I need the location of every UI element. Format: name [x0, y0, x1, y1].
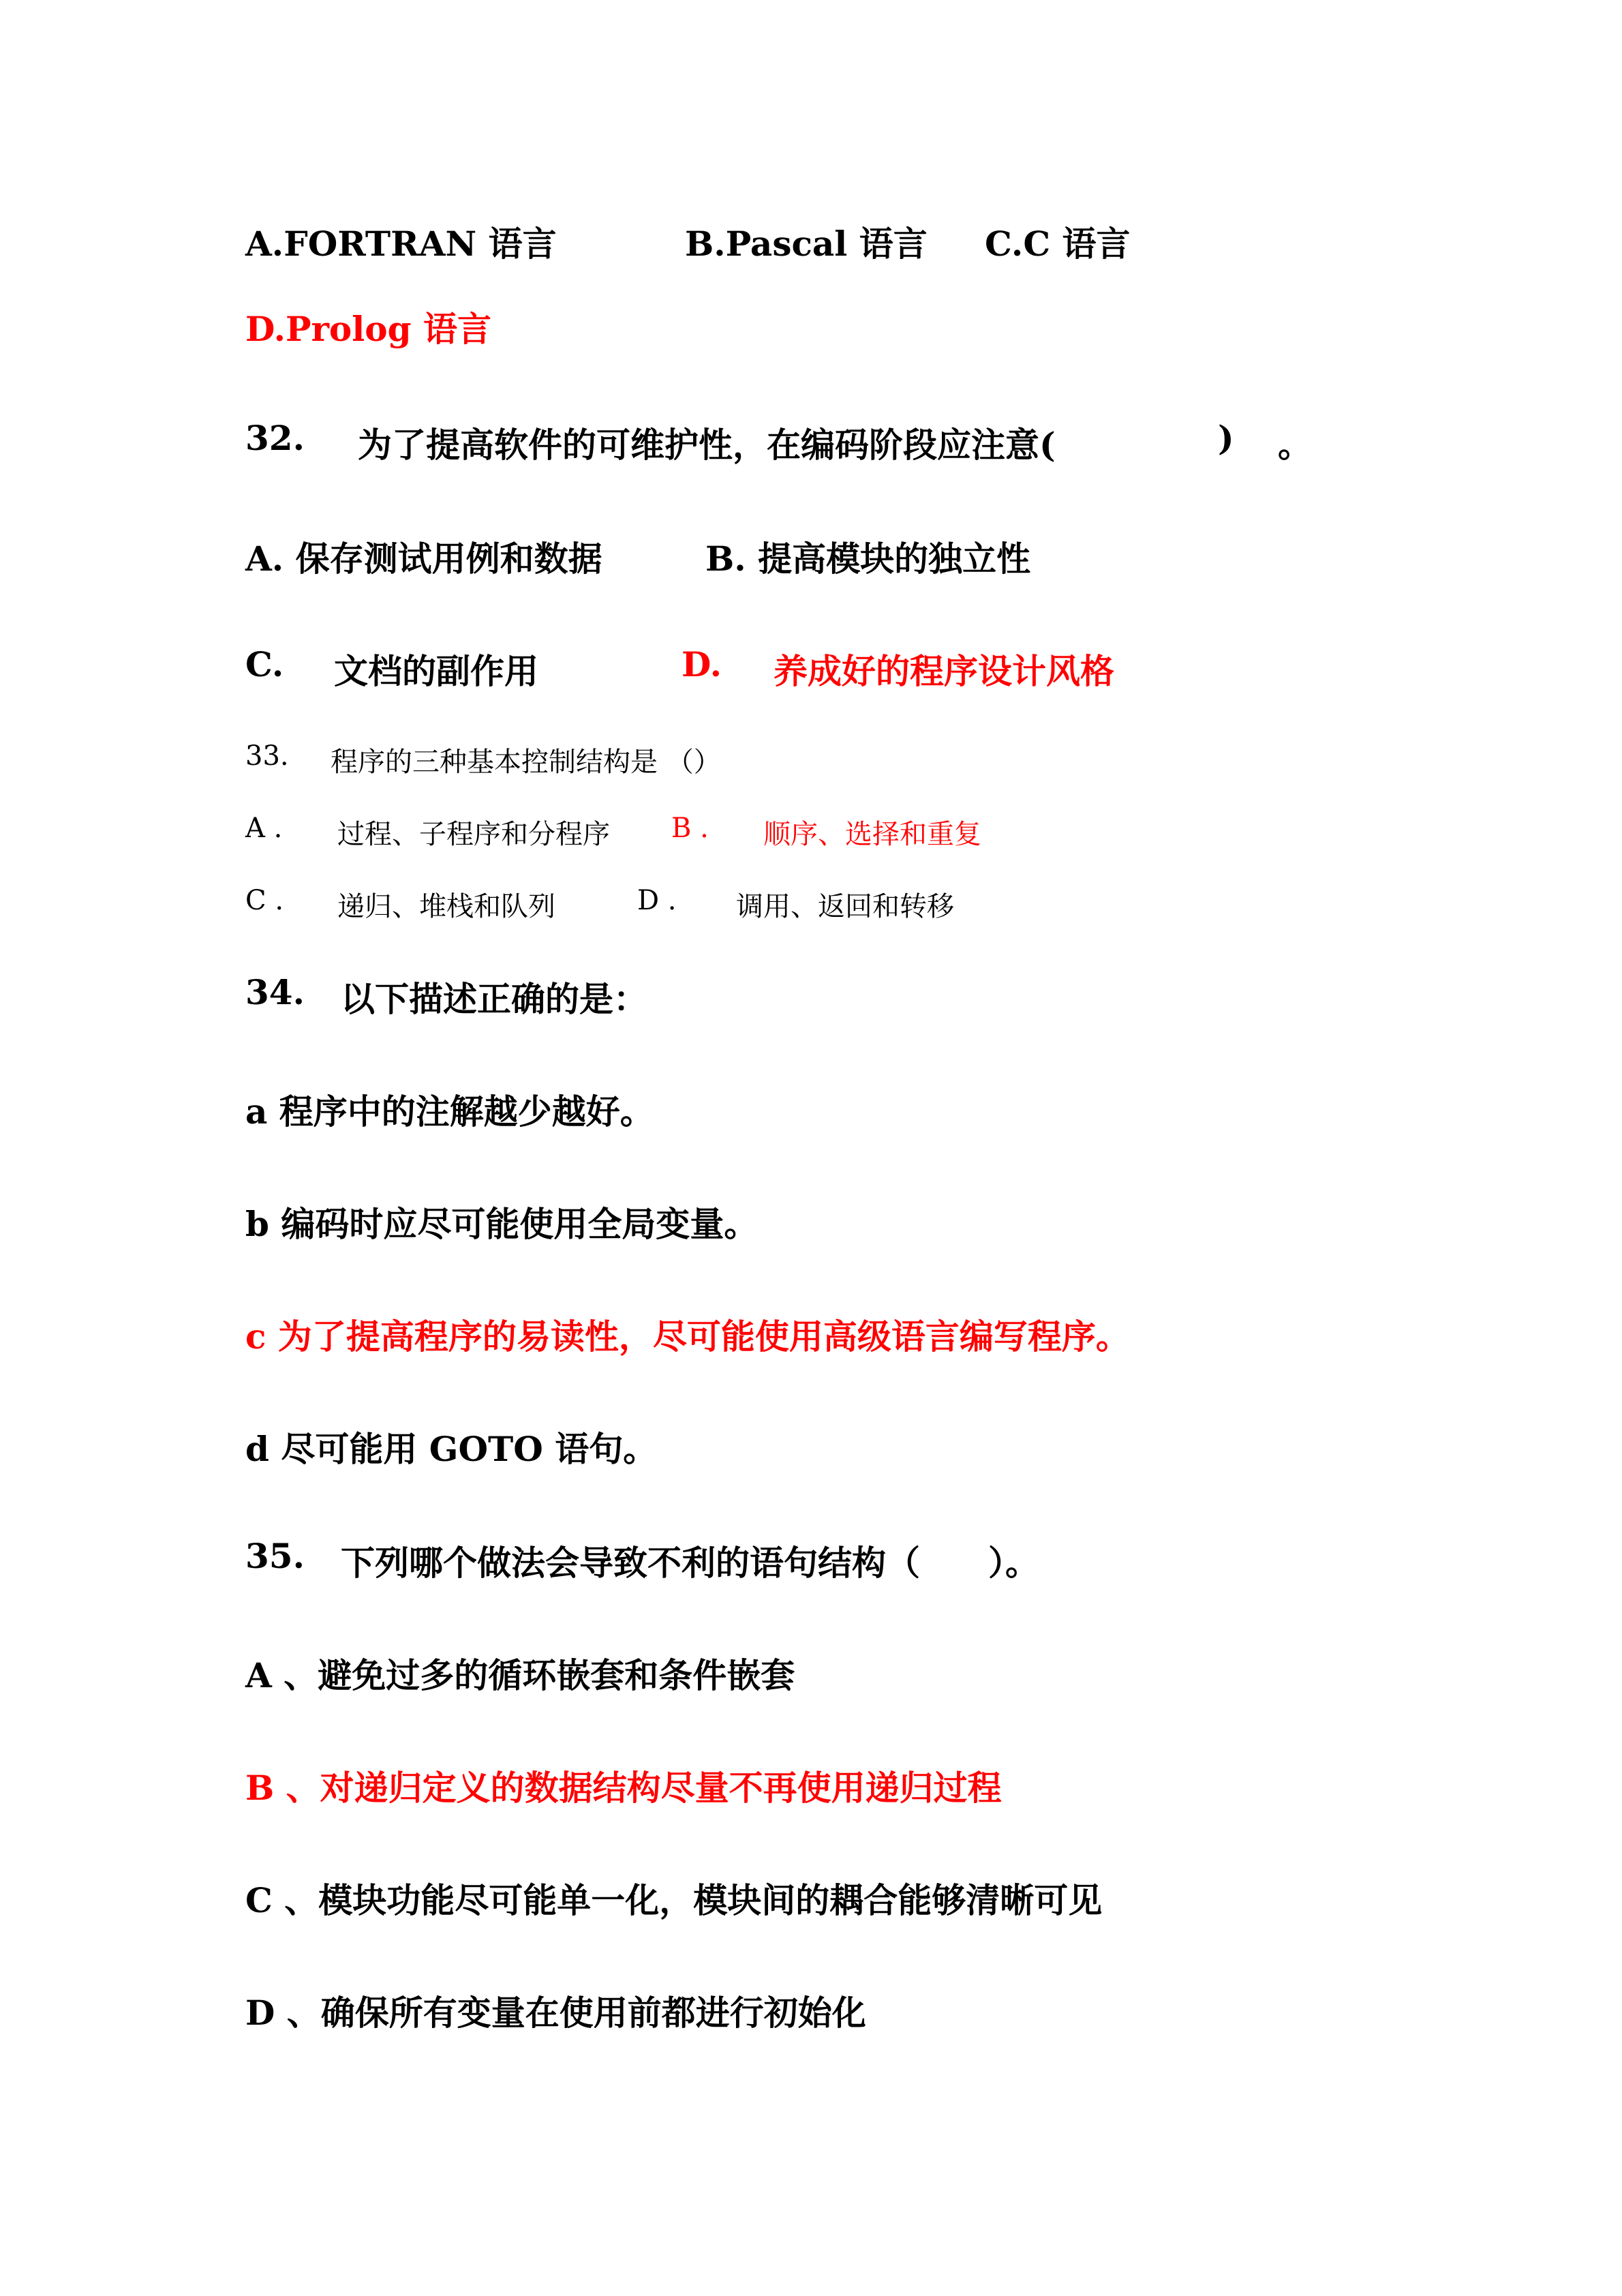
q32-option-d-text: 养成好的程序设计风格	[774, 651, 1114, 691]
q33-option-c-text: 递归、堆栈和队列	[337, 891, 555, 922]
q35-option-b: B 、对递归定义的数据结构尽量不再使用递归过程	[245, 1768, 1002, 1808]
q34-option-d: d 尽可能用 GOTO 语句。	[245, 1429, 658, 1469]
q35-option-d: D 、确保所有变量在使用前都进行初始化	[245, 1993, 866, 2033]
q32-option-d-label: D.	[682, 644, 722, 684]
q34-option-b: b 编码时应尽可能使用全局变量。	[245, 1204, 759, 1244]
q32-end-mark: 。	[1278, 425, 1312, 465]
q33-option-b-label: B .	[671, 813, 709, 844]
q34-option-a: a 程序中的注解越少越好。	[245, 1091, 654, 1132]
q33-option-c-label: C .	[245, 885, 284, 916]
q35-option-c: C 、模块功能尽可能单一化，模块间的耦合能够清晰可见	[245, 1880, 1103, 1920]
q35-text: 下列哪个做法会导致不利的语句结构（ ）。	[341, 1543, 1039, 1583]
q32-number: 32.	[245, 418, 305, 458]
q31-option-b: B.Pascal 语言	[685, 224, 928, 264]
q33-option-d-label: D .	[637, 885, 677, 916]
q32-text: 为了提高软件的可维护性，在编码阶段应注意(	[358, 425, 1056, 465]
q35-option-a: A 、避免过多的循环嵌套和条件嵌套	[245, 1655, 795, 1695]
q34-number: 34.	[245, 972, 305, 1012]
q33-option-a-label: A .	[245, 813, 283, 844]
q32-option-c-text: 文档的副作用	[334, 651, 538, 691]
q34-option-c: c 为了提高程序的易读性，尽可能使用高级语言编写程序。	[245, 1316, 1130, 1357]
q33-option-d-text: 调用、返回和转移	[736, 891, 954, 922]
q34-text: 以下描述正确的是：	[341, 979, 647, 1019]
q33-option-b-text: 顺序、选择和重复	[763, 819, 981, 850]
q33-text: 程序的三种基本控制结构是 （）	[331, 746, 721, 778]
q32-option-b: B. 提高模块的独立性	[705, 539, 1031, 579]
q32-option-a: A. 保存测试用例和数据	[245, 539, 602, 579]
q31-option-c: C.C 语言	[985, 224, 1131, 264]
q33-option-a-text: 过程、子程序和分程序	[337, 819, 610, 850]
q32-close-paren: )	[1218, 418, 1234, 458]
q35-number: 35.	[245, 1536, 305, 1576]
q32-option-c-label: C.	[245, 644, 284, 684]
q31-option-a: A.FORTRAN 语言	[245, 224, 557, 264]
q33-number: 33.	[245, 740, 289, 772]
q31-option-d: D.Prolog 语言	[245, 309, 491, 349]
